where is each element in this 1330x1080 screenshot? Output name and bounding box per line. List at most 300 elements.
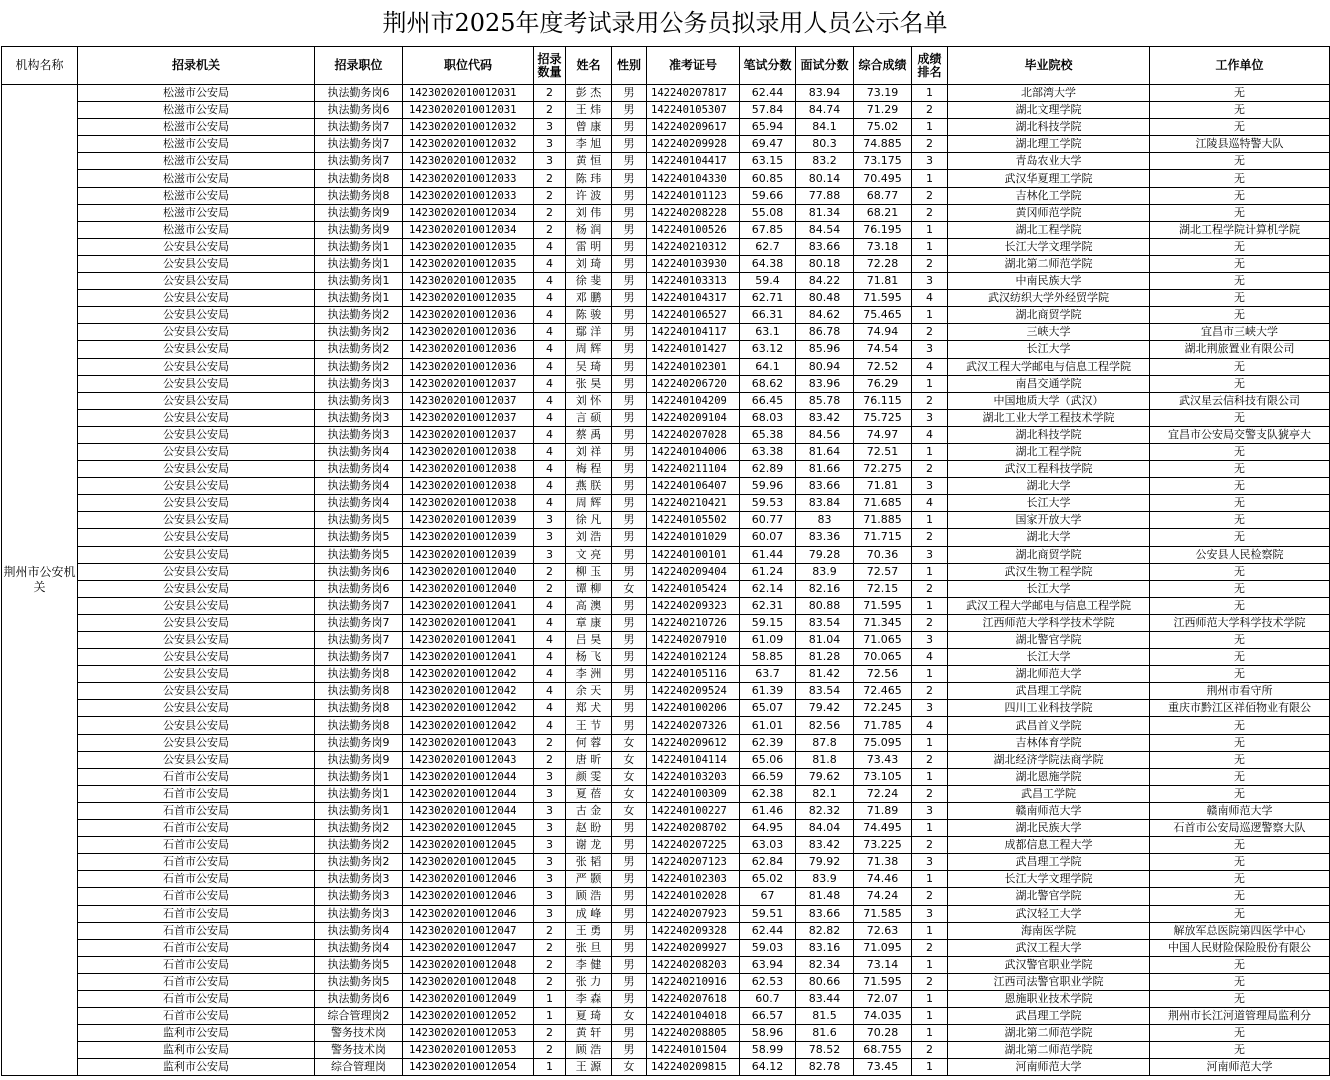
cell-exam-id: 142240103930 bbox=[647, 255, 740, 272]
cell-employer: 湖北荆旅置业有限公司 bbox=[1150, 341, 1330, 358]
cell-name: 严 颢 bbox=[566, 871, 612, 888]
cell-rank: 1 bbox=[912, 85, 948, 102]
cell-name: 李 洲 bbox=[566, 666, 612, 683]
cell-written-score: 69.47 bbox=[740, 136, 796, 153]
cell-agency: 公安县公安局 bbox=[78, 717, 315, 734]
cell-gender: 男 bbox=[612, 973, 647, 990]
cell-rank: 1 bbox=[912, 238, 948, 255]
cell-written-score: 63.7 bbox=[740, 666, 796, 683]
cell-interview-score: 85.78 bbox=[796, 392, 854, 409]
cell-employer: 无 bbox=[1150, 905, 1330, 922]
cell-position: 执法勤务岗4 bbox=[315, 495, 403, 512]
cell-written-score: 62.53 bbox=[740, 973, 796, 990]
cell-total-score: 72.275 bbox=[854, 461, 912, 478]
cell-school: 湖北理工学院 bbox=[948, 136, 1150, 153]
cell-quota: 4 bbox=[534, 495, 566, 512]
cell-position-code: 14230202010012036 bbox=[403, 307, 534, 324]
cell-school: 赣南师范大学 bbox=[948, 802, 1150, 819]
cell-agency: 公安县公安局 bbox=[78, 751, 315, 768]
cell-position: 执法勤务岗5 bbox=[315, 546, 403, 563]
cell-quota: 2 bbox=[534, 187, 566, 204]
cell-position-code: 14230202010012042 bbox=[403, 700, 534, 717]
cell-name: 周 辉 bbox=[566, 341, 612, 358]
cell-gender: 男 bbox=[612, 187, 647, 204]
cell-total-score: 76.195 bbox=[854, 221, 912, 238]
cell-position: 执法勤务岗7 bbox=[315, 119, 403, 136]
cell-quota: 4 bbox=[534, 307, 566, 324]
cell-position-code: 14230202010012039 bbox=[403, 529, 534, 546]
cell-written-score: 62.14 bbox=[740, 580, 796, 597]
cell-interview-score: 83.66 bbox=[796, 905, 854, 922]
cell-interview-score: 81.28 bbox=[796, 649, 854, 666]
cell-gender: 男 bbox=[612, 1042, 647, 1059]
cell-interview-score: 80.66 bbox=[796, 973, 854, 990]
cell-agency: 松滋市公安局 bbox=[78, 85, 315, 102]
header-quota: 招录数量 bbox=[534, 47, 566, 85]
cell-interview-score: 81.6 bbox=[796, 1025, 854, 1042]
cell-interview-score: 87.8 bbox=[796, 734, 854, 751]
cell-interview-score: 83.42 bbox=[796, 837, 854, 854]
cell-total-score: 72.56 bbox=[854, 666, 912, 683]
cell-written-score: 67 bbox=[740, 888, 796, 905]
cell-quota: 3 bbox=[534, 529, 566, 546]
cell-agency: 公安县公安局 bbox=[78, 546, 315, 563]
table-row bbox=[2, 443, 1330, 460]
cell-school: 湖北文理学院 bbox=[948, 102, 1150, 119]
cell-employer: 无 bbox=[1150, 529, 1330, 546]
table-row bbox=[2, 1008, 1330, 1025]
cell-quota: 4 bbox=[534, 478, 566, 495]
table-row bbox=[2, 854, 1330, 871]
cell-rank: 4 bbox=[912, 649, 948, 666]
cell-gender: 男 bbox=[612, 512, 647, 529]
cell-position-code: 14230202010012053 bbox=[403, 1025, 534, 1042]
cell-rank: 1 bbox=[912, 1008, 948, 1025]
cell-quota: 2 bbox=[534, 580, 566, 597]
cell-exam-id: 142240105502 bbox=[647, 512, 740, 529]
cell-position: 执法勤务岗6 bbox=[315, 580, 403, 597]
cell-written-score: 62.89 bbox=[740, 461, 796, 478]
cell-agency: 公安县公安局 bbox=[78, 495, 315, 512]
cell-exam-id: 142240209927 bbox=[647, 939, 740, 956]
cell-name: 夏 蓓 bbox=[566, 785, 612, 802]
cell-exam-id: 142240210312 bbox=[647, 238, 740, 255]
cell-rank: 3 bbox=[912, 700, 948, 717]
cell-agency: 公安县公安局 bbox=[78, 700, 315, 717]
cell-position-code: 14230202010012043 bbox=[403, 734, 534, 751]
cell-exam-id: 142240211104 bbox=[647, 461, 740, 478]
cell-gender: 男 bbox=[612, 649, 647, 666]
cell-total-score: 72.465 bbox=[854, 683, 912, 700]
cell-position: 执法勤务岗8 bbox=[315, 717, 403, 734]
cell-total-score: 71.685 bbox=[854, 495, 912, 512]
cell-position-code: 14230202010012046 bbox=[403, 905, 534, 922]
cell-total-score: 74.94 bbox=[854, 324, 912, 341]
cell-exam-id: 142240104417 bbox=[647, 153, 740, 170]
cell-employer: 无 bbox=[1150, 85, 1330, 102]
cell-rank: 2 bbox=[912, 187, 948, 204]
cell-quota: 4 bbox=[534, 392, 566, 409]
cell-quota: 4 bbox=[534, 461, 566, 478]
cell-total-score: 71.585 bbox=[854, 905, 912, 922]
cell-quota: 3 bbox=[534, 785, 566, 802]
cell-school: 国家开放大学 bbox=[948, 512, 1150, 529]
cell-position: 执法勤务岗7 bbox=[315, 614, 403, 631]
cell-interview-score: 78.52 bbox=[796, 1042, 854, 1059]
cell-employer: 无 bbox=[1150, 1025, 1330, 1042]
cell-rank: 2 bbox=[912, 837, 948, 854]
cell-position: 执法勤务岗9 bbox=[315, 734, 403, 751]
cell-exam-id: 142240101427 bbox=[647, 341, 740, 358]
cell-gender: 男 bbox=[612, 324, 647, 341]
cell-school: 武汉生物工程学院 bbox=[948, 563, 1150, 580]
cell-rank: 2 bbox=[912, 102, 948, 119]
cell-written-score: 63.12 bbox=[740, 341, 796, 358]
cell-position-code: 14230202010012036 bbox=[403, 341, 534, 358]
cell-school: 武汉工程科技学院 bbox=[948, 461, 1150, 478]
cell-total-score: 73.14 bbox=[854, 956, 912, 973]
cell-school: 武汉华夏理工学院 bbox=[948, 170, 1150, 187]
cell-quota: 3 bbox=[534, 871, 566, 888]
table-row bbox=[2, 597, 1330, 614]
cell-quota: 4 bbox=[534, 683, 566, 700]
cell-employer: 江陵县巡特警大队 bbox=[1150, 136, 1330, 153]
cell-position: 执法勤务岗7 bbox=[315, 597, 403, 614]
cell-employer: 无 bbox=[1150, 358, 1330, 375]
cell-exam-id: 142240105116 bbox=[647, 666, 740, 683]
table-row bbox=[2, 939, 1330, 956]
cell-employer: 无 bbox=[1150, 1042, 1330, 1059]
cell-agency: 监利市公安局 bbox=[78, 1059, 315, 1076]
cell-gender: 男 bbox=[612, 307, 647, 324]
cell-name: 彭 杰 bbox=[566, 85, 612, 102]
cell-name: 王 节 bbox=[566, 717, 612, 734]
cell-rank: 3 bbox=[912, 854, 948, 871]
table-row bbox=[2, 409, 1330, 426]
cell-written-score: 66.31 bbox=[740, 307, 796, 324]
cell-exam-id: 142240209815 bbox=[647, 1059, 740, 1076]
cell-position: 执法勤务岗2 bbox=[315, 324, 403, 341]
cell-written-score: 58.96 bbox=[740, 1025, 796, 1042]
cell-employer: 无 bbox=[1150, 375, 1330, 392]
cell-position-code: 14230202010012035 bbox=[403, 255, 534, 272]
cell-position-code: 14230202010012032 bbox=[403, 119, 534, 136]
cell-exam-id: 142240102124 bbox=[647, 649, 740, 666]
cell-exam-id: 142240207225 bbox=[647, 837, 740, 854]
cell-gender: 男 bbox=[612, 597, 647, 614]
cell-gender: 男 bbox=[612, 290, 647, 307]
cell-quota: 4 bbox=[534, 597, 566, 614]
cell-interview-score: 83.44 bbox=[796, 990, 854, 1007]
cell-agency: 公安县公安局 bbox=[78, 563, 315, 580]
cell-exam-id: 142240209928 bbox=[647, 136, 740, 153]
cell-agency: 公安县公安局 bbox=[78, 666, 315, 683]
cell-rank: 2 bbox=[912, 939, 948, 956]
cell-employer: 无 bbox=[1150, 563, 1330, 580]
cell-gender: 男 bbox=[612, 990, 647, 1007]
cell-agency: 公安县公安局 bbox=[78, 461, 315, 478]
cell-total-score: 74.885 bbox=[854, 136, 912, 153]
cell-exam-id: 142240209404 bbox=[647, 563, 740, 580]
cell-gender: 男 bbox=[612, 614, 647, 631]
cell-position: 执法勤务岗9 bbox=[315, 221, 403, 238]
cell-position: 执法勤务岗2 bbox=[315, 820, 403, 837]
table-row bbox=[2, 990, 1330, 1007]
cell-school: 吉林化工学院 bbox=[948, 187, 1150, 204]
cell-written-score: 61.09 bbox=[740, 632, 796, 649]
cell-quota: 2 bbox=[534, 85, 566, 102]
cell-agency: 松滋市公安局 bbox=[78, 221, 315, 238]
cell-gender: 男 bbox=[612, 563, 647, 580]
cell-quota: 1 bbox=[534, 1008, 566, 1025]
cell-exam-id: 142240104117 bbox=[647, 324, 740, 341]
cell-employer: 荆州市看守所 bbox=[1150, 683, 1330, 700]
cell-total-score: 73.45 bbox=[854, 1059, 912, 1076]
cell-exam-id: 142240101029 bbox=[647, 529, 740, 546]
cell-school: 湖北商贸学院 bbox=[948, 307, 1150, 324]
cell-interview-score: 83.84 bbox=[796, 495, 854, 512]
cell-exam-id: 142240104018 bbox=[647, 1008, 740, 1025]
cell-position-code: 14230202010012044 bbox=[403, 785, 534, 802]
cell-employer: 无 bbox=[1150, 512, 1330, 529]
cell-agency: 公安县公安局 bbox=[78, 426, 315, 443]
cell-school: 武汉轻工大学 bbox=[948, 905, 1150, 922]
cell-position: 执法勤务岗2 bbox=[315, 837, 403, 854]
page-title: 荆州市2025年度考试录用公务员拟录用人员公示名单 bbox=[382, 9, 948, 37]
header-gender: 性别 bbox=[612, 47, 647, 85]
cell-position: 综合管理岗2 bbox=[315, 1008, 403, 1025]
cell-exam-id: 142240100206 bbox=[647, 700, 740, 717]
cell-gender: 男 bbox=[612, 409, 647, 426]
cell-gender: 男 bbox=[612, 529, 647, 546]
cell-position-code: 14230202010012048 bbox=[403, 956, 534, 973]
cell-employer: 无 bbox=[1150, 409, 1330, 426]
cell-rank: 1 bbox=[912, 734, 948, 751]
cell-total-score: 71.885 bbox=[854, 512, 912, 529]
table-row bbox=[2, 375, 1330, 392]
cell-gender: 男 bbox=[612, 888, 647, 905]
cell-position-code: 14230202010012053 bbox=[403, 1042, 534, 1059]
cell-quota: 4 bbox=[534, 666, 566, 683]
cell-name: 成 峰 bbox=[566, 905, 612, 922]
cell-quota: 2 bbox=[534, 102, 566, 119]
cell-total-score: 71.785 bbox=[854, 717, 912, 734]
cell-agency: 石首市公安局 bbox=[78, 854, 315, 871]
cell-position-code: 14230202010012032 bbox=[403, 136, 534, 153]
table-row bbox=[2, 768, 1330, 785]
cell-position-code: 14230202010012038 bbox=[403, 443, 534, 460]
cell-school: 湖北恩施学院 bbox=[948, 768, 1150, 785]
cell-agency: 石首市公安局 bbox=[78, 888, 315, 905]
cell-interview-score: 79.62 bbox=[796, 768, 854, 785]
cell-agency: 公安县公安局 bbox=[78, 238, 315, 255]
table-row bbox=[2, 922, 1330, 939]
cell-rank: 3 bbox=[912, 273, 948, 290]
table-row bbox=[2, 221, 1330, 238]
cell-position-code: 14230202010012041 bbox=[403, 597, 534, 614]
cell-employer: 无 bbox=[1150, 187, 1330, 204]
cell-name: 黄 轩 bbox=[566, 1025, 612, 1042]
cell-employer: 湖北工程学院计算机学院 bbox=[1150, 221, 1330, 238]
cell-interview-score: 79.28 bbox=[796, 546, 854, 563]
cell-gender: 男 bbox=[612, 820, 647, 837]
table-row bbox=[2, 392, 1330, 409]
cell-agency: 公安县公安局 bbox=[78, 580, 315, 597]
cell-name: 吴 琦 bbox=[566, 358, 612, 375]
cell-gender: 男 bbox=[612, 717, 647, 734]
cell-interview-score: 80.18 bbox=[796, 255, 854, 272]
cell-rank: 2 bbox=[912, 785, 948, 802]
table-row bbox=[2, 802, 1330, 819]
cell-position-code: 14230202010012048 bbox=[403, 973, 534, 990]
cell-interview-score: 82.34 bbox=[796, 956, 854, 973]
cell-position-code: 14230202010012031 bbox=[403, 102, 534, 119]
cell-employer: 江西师范大学科学技术学院 bbox=[1150, 614, 1330, 631]
cell-position-code: 14230202010012045 bbox=[403, 837, 534, 854]
cell-position-code: 14230202010012044 bbox=[403, 802, 534, 819]
cell-quota: 3 bbox=[534, 905, 566, 922]
cell-employer: 无 bbox=[1150, 273, 1330, 290]
cell-rank: 2 bbox=[912, 973, 948, 990]
cell-employer: 无 bbox=[1150, 170, 1330, 187]
cell-position-code: 14230202010012046 bbox=[403, 888, 534, 905]
cell-interview-score: 82.56 bbox=[796, 717, 854, 734]
cell-exam-id: 142240206720 bbox=[647, 375, 740, 392]
cell-quota: 2 bbox=[534, 204, 566, 221]
cell-school: 吉林体育学院 bbox=[948, 734, 1150, 751]
cell-interview-score: 81.04 bbox=[796, 632, 854, 649]
cell-interview-score: 82.16 bbox=[796, 580, 854, 597]
cell-position-code: 14230202010012047 bbox=[403, 922, 534, 939]
cell-interview-score: 86.78 bbox=[796, 324, 854, 341]
cell-position: 执法勤务岗5 bbox=[315, 512, 403, 529]
cell-total-score: 71.89 bbox=[854, 802, 912, 819]
cell-exam-id: 142240104114 bbox=[647, 751, 740, 768]
table-row bbox=[2, 734, 1330, 751]
cell-school: 长江大学文理学院 bbox=[948, 238, 1150, 255]
cell-total-score: 70.495 bbox=[854, 170, 912, 187]
table-row bbox=[2, 1042, 1330, 1059]
cell-school: 武汉警官职业学院 bbox=[948, 956, 1150, 973]
cell-agency: 公安县公安局 bbox=[78, 478, 315, 495]
cell-exam-id: 142240210916 bbox=[647, 973, 740, 990]
cell-name: 高 澳 bbox=[566, 597, 612, 614]
cell-total-score: 74.46 bbox=[854, 871, 912, 888]
cell-employer: 无 bbox=[1150, 478, 1330, 495]
cell-school: 湖北大学 bbox=[948, 529, 1150, 546]
cell-total-score: 70.28 bbox=[854, 1025, 912, 1042]
cell-position: 执法勤务岗3 bbox=[315, 871, 403, 888]
cell-rank: 4 bbox=[912, 426, 948, 443]
cell-school: 湖北警官学院 bbox=[948, 632, 1150, 649]
cell-rank: 4 bbox=[912, 358, 948, 375]
cell-position: 警务技术岗 bbox=[315, 1042, 403, 1059]
cell-position: 执法勤务岗2 bbox=[315, 358, 403, 375]
table-row bbox=[2, 170, 1330, 187]
cell-quota: 4 bbox=[534, 649, 566, 666]
cell-written-score: 62.38 bbox=[740, 785, 796, 802]
cell-written-score: 63.03 bbox=[740, 837, 796, 854]
cell-rank: 1 bbox=[912, 1025, 948, 1042]
table-row bbox=[2, 580, 1330, 597]
table-row bbox=[2, 632, 1330, 649]
cell-agency: 石首市公安局 bbox=[78, 871, 315, 888]
table-row bbox=[2, 461, 1330, 478]
cell-total-score: 72.57 bbox=[854, 563, 912, 580]
cell-exam-id: 142240207326 bbox=[647, 717, 740, 734]
cell-position-code: 14230202010012041 bbox=[403, 632, 534, 649]
cell-rank: 3 bbox=[912, 153, 948, 170]
cell-gender: 女 bbox=[612, 734, 647, 751]
cell-name: 徐 斐 bbox=[566, 273, 612, 290]
cell-school: 黄冈师范学院 bbox=[948, 204, 1150, 221]
cell-gender: 女 bbox=[612, 785, 647, 802]
header-position-code: 职位代码 bbox=[403, 47, 534, 85]
cell-school: 江西师范大学科学技术学院 bbox=[948, 614, 1150, 631]
cell-interview-score: 84.54 bbox=[796, 221, 854, 238]
cell-total-score: 72.51 bbox=[854, 443, 912, 460]
cell-gender: 女 bbox=[612, 751, 647, 768]
cell-exam-id: 142240101123 bbox=[647, 187, 740, 204]
cell-rank: 1 bbox=[912, 512, 948, 529]
cell-name: 王 源 bbox=[566, 1059, 612, 1076]
cell-rank: 2 bbox=[912, 392, 948, 409]
cell-exam-id: 142240100526 bbox=[647, 221, 740, 238]
cell-name: 章 康 bbox=[566, 614, 612, 631]
cell-exam-id: 142240104317 bbox=[647, 290, 740, 307]
cell-interview-score: 82.82 bbox=[796, 922, 854, 939]
cell-employer: 无 bbox=[1150, 443, 1330, 460]
cell-name: 颜 雯 bbox=[566, 768, 612, 785]
cell-total-score: 72.245 bbox=[854, 700, 912, 717]
cell-quota: 2 bbox=[534, 956, 566, 973]
cell-written-score: 62.7 bbox=[740, 238, 796, 255]
cell-total-score: 71.81 bbox=[854, 273, 912, 290]
table-row bbox=[2, 871, 1330, 888]
cell-exam-id: 142240102301 bbox=[647, 358, 740, 375]
cell-written-score: 62.44 bbox=[740, 85, 796, 102]
cell-written-score: 57.84 bbox=[740, 102, 796, 119]
header-total-score: 综合成绩 bbox=[854, 47, 912, 85]
cell-written-score: 62.84 bbox=[740, 854, 796, 871]
cell-agency: 石首市公安局 bbox=[78, 768, 315, 785]
cell-quota: 3 bbox=[534, 820, 566, 837]
cell-position: 执法勤务岗3 bbox=[315, 888, 403, 905]
cell-position-code: 14230202010012054 bbox=[403, 1059, 534, 1076]
cell-position: 执法勤务岗9 bbox=[315, 751, 403, 768]
cell-position-code: 14230202010012033 bbox=[403, 170, 534, 187]
cell-name: 杨 润 bbox=[566, 221, 612, 238]
cell-agency: 公安县公安局 bbox=[78, 273, 315, 290]
cell-name: 张 韬 bbox=[566, 854, 612, 871]
cell-exam-id: 142240210421 bbox=[647, 495, 740, 512]
cell-school: 河南师范大学 bbox=[948, 1059, 1150, 1076]
cell-interview-score: 80.94 bbox=[796, 358, 854, 375]
cell-school: 武汉纺织大学外经贸学院 bbox=[948, 290, 1150, 307]
cell-agency: 石首市公安局 bbox=[78, 922, 315, 939]
cell-name: 何 蓉 bbox=[566, 734, 612, 751]
cell-written-score: 60.77 bbox=[740, 512, 796, 529]
cell-quota: 2 bbox=[534, 1025, 566, 1042]
cell-employer: 河南师范大学 bbox=[1150, 1059, 1330, 1076]
cell-school: 青岛农业大学 bbox=[948, 153, 1150, 170]
cell-employer: 无 bbox=[1150, 768, 1330, 785]
cell-written-score: 64.12 bbox=[740, 1059, 796, 1076]
cell-agency: 松滋市公安局 bbox=[78, 204, 315, 221]
cell-school: 武昌理工学院 bbox=[948, 854, 1150, 871]
cell-written-score: 64.1 bbox=[740, 358, 796, 375]
cell-name: 周 辉 bbox=[566, 495, 612, 512]
